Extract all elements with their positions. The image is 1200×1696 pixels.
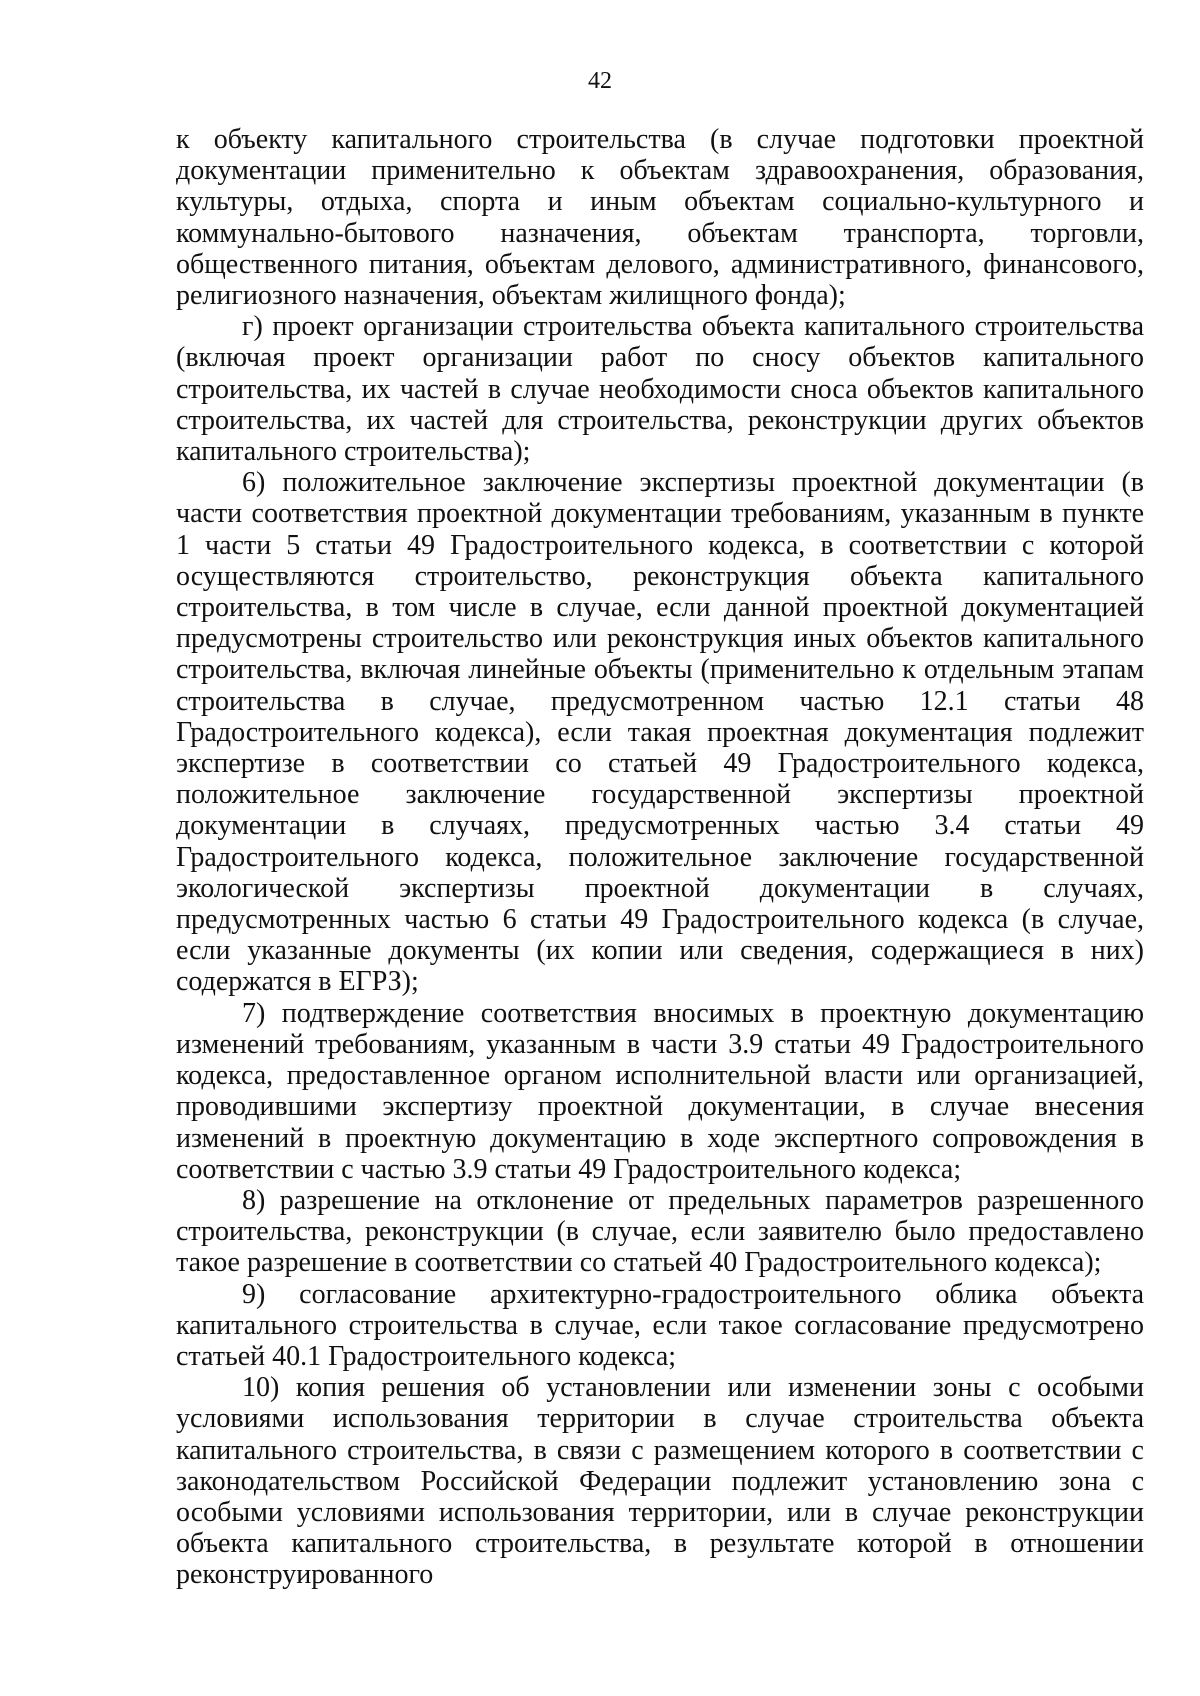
paragraph-item-g: г) проект организации строительства объекта капитального строительства (включая проект организации работ по сносу объектов капитального строительства, их частей в случае необходимости сноса объектов капитального строительства, их частей для строительства, реконструкции других объектов капитального строительства); bbox=[176, 311, 1144, 468]
paragraph-item-9: 9) согласование архитектурно-градостроительного облика объекта капитального строительства в случае, если такое согласование предусмотрено статьей 40.1 Градостроительного кодекса; bbox=[176, 1278, 1144, 1372]
paragraph-item-8: 8) разрешение на отклонение от предельных параметров разрешенного строительства, реконструкции (в случае, если заявителю было предоставлено такое разрешение в соответствии со статьей 40 Градостроительного кодекса); bbox=[176, 1184, 1144, 1279]
paragraph-continuation: к объекту капитального строительства (в случае подготовки проектной документации применительно к объектам здравоохранения, образования, культуры, отдыха, спорта и иным объектам социально-культурного и коммунально-бытового назначения, объектам транспорта, торговли, общественного питания, объектам делового, административного, финансового, религиозного назначения, объектам жилищного фонда); bbox=[176, 124, 1144, 312]
paragraph-item-7: 7) подтверждение соответствия вносимых в проектную документацию изменений требованиям, указанным в части 3.9 статьи 49 Градостроительного кодекса, предоставленное органом исполнительной власти или организацией, проводившими экспертизу проектной документации, в случае внесения изменений в проектную документацию в ходе экспертного сопровождения в соответствии с частью 3.9 статьи 49 Градостроительного кодекса; bbox=[176, 997, 1144, 1185]
page-number: 42 bbox=[588, 68, 612, 94]
document-body bbox=[176, 124, 1144, 1591]
paragraph-item-6: 6) положительное заключение экспертизы проектной документации (в части соответствия проектной документации требованиям, указанным в пункте 1 части 5 статьи 49 Градостроительного кодекса, в соответствии с которой осуществляются строительство, реконструкция объекта капитального строительства, в том числе в случае, если данной проектной документацией предусмотрены строительство или реконструкция иных объектов капитального строительства, включая линейные объекты (применительно к отдельным этапам строительства в случае, предусмотренном частью 12.1 статьи 48 Градостроительного кодекса), если такая проектная документация подлежит экспертизе в соответствии со статьей 49 Градостроительного кодекса, положительное заключение государственной экспертизы проектной документации в случаях, предусмотренных частью 3.4 статьи 49 Градостроительного кодекса, положительное заключение государственной экологической экспертизы проектной документации в случаях, предусмотренных частью 6 статьи 49 Градостроительного кодекса (в случае, если указанные документы (их копии или сведения, содержащиеся в них) содержатся в ЕГРЗ); bbox=[176, 467, 1144, 998]
paragraph-item-10: 10) копия решения об установлении или изменении зоны с особыми условиями использования территории в случае строительства объекта капитального строительства, в связи с размещением которого в соответствии с законодательством Российской Федерации подлежит установлению зона с особыми условиями использования территории, или в случае реконструкции объекта капитального строительства, в результате которой в отношении реконструированного bbox=[176, 1372, 1144, 1591]
